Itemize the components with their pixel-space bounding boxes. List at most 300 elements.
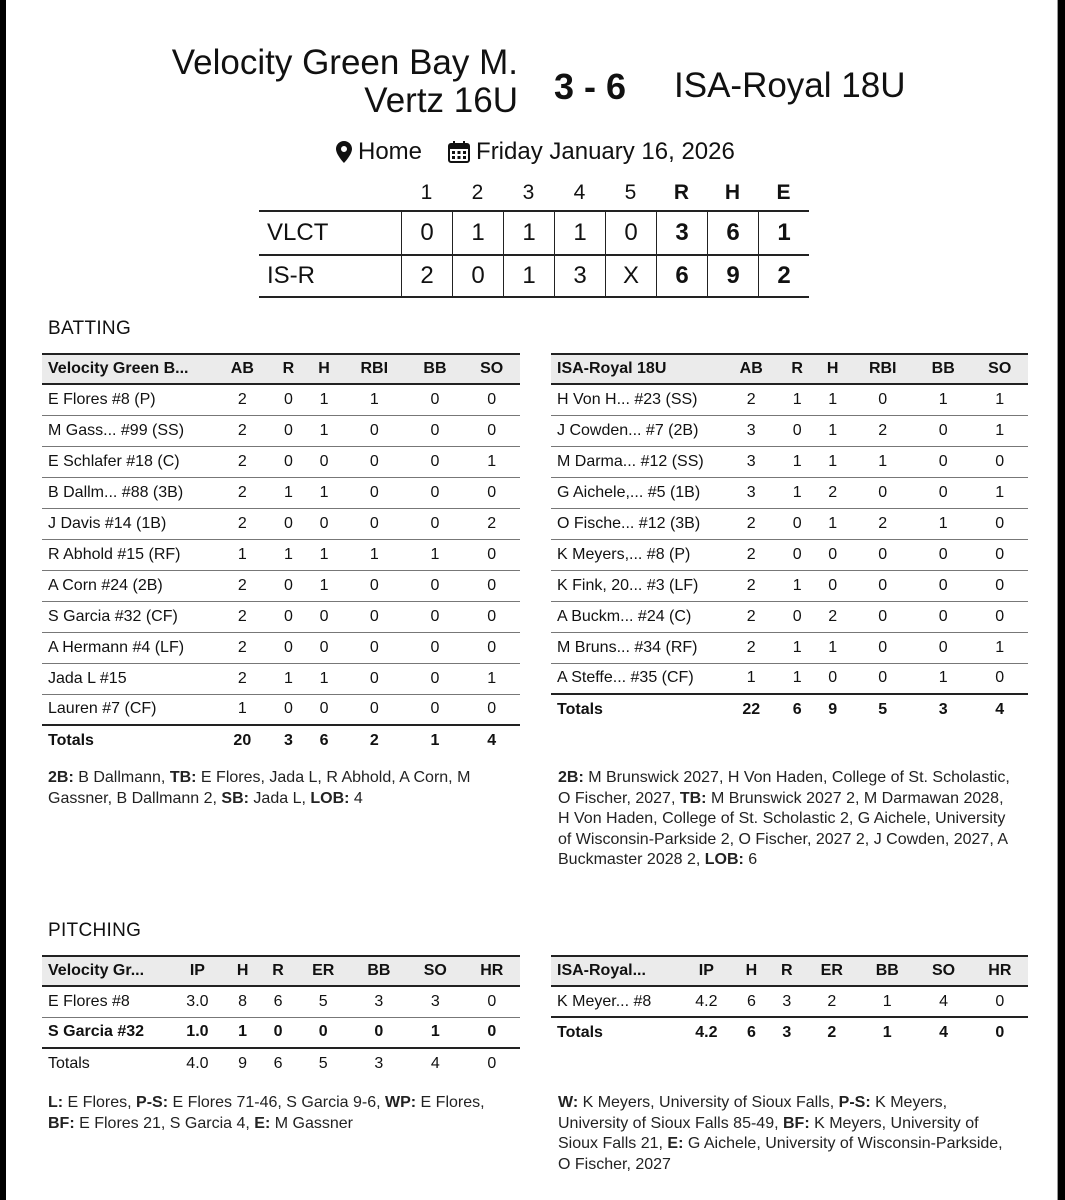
table-cell: 2: [850, 508, 915, 539]
table-cell: 1: [815, 446, 851, 477]
table-cell: 0: [464, 986, 520, 1017]
table-cell: J Cowden... #7 (2B): [551, 415, 723, 446]
note-text: M Gassner: [270, 1114, 353, 1132]
linescore-cell: X: [605, 256, 656, 296]
table-cell: 2: [463, 508, 520, 539]
note-text: K Meyers, University of Sioux Falls 21,: [558, 1114, 979, 1152]
table-cell: 1: [971, 384, 1028, 415]
note-label: LOB:: [310, 789, 350, 807]
linescore-cell: 6: [656, 256, 707, 296]
table-cell: 0: [342, 415, 407, 446]
table-cell: 1: [915, 508, 971, 539]
table-cell: 0: [306, 508, 342, 539]
table-row: [551, 570, 1028, 601]
table-cell: 0: [971, 539, 1028, 570]
table-header-cell: Velocity Gr...: [42, 956, 170, 986]
table-cell: 1: [463, 663, 520, 694]
table-header-cell: H: [306, 354, 342, 384]
table-cell: E Flores #8 (P): [42, 384, 214, 415]
table-cell: 2: [214, 477, 271, 508]
table-cell: 6: [734, 986, 769, 1017]
totals-cell: 0: [972, 1017, 1028, 1048]
table-cell: 0: [407, 694, 464, 725]
table-header-cell: SO: [463, 354, 520, 384]
note-label: TB:: [679, 789, 707, 807]
totals-cell: 4: [407, 1048, 463, 1079]
table-header-cell: ISA-Royal...: [551, 956, 679, 986]
table-cell: 2: [214, 415, 271, 446]
linescore-header-cell: 5: [624, 181, 637, 204]
table-cell: 0: [779, 601, 815, 632]
table-header-cell: R: [260, 956, 295, 986]
calendar-icon: [448, 141, 470, 163]
linescore: [259, 176, 809, 298]
table-row: [551, 415, 1028, 446]
table-cell: 0: [306, 446, 342, 477]
linescore-cell: 1: [758, 212, 809, 254]
table-cell: 0: [342, 632, 407, 663]
table-header-cell: R: [271, 354, 307, 384]
table-cell: 3: [723, 446, 779, 477]
table-cell: 1: [915, 384, 971, 415]
table-cell: 3: [769, 986, 804, 1017]
table-cell: K Fink, 20... #3 (LF): [551, 570, 723, 601]
table-header-row: [42, 956, 520, 986]
table-cell: 2: [214, 663, 271, 694]
totals-cell: 1: [407, 725, 464, 756]
table-cell: A Steffe... #35 (CF): [551, 663, 723, 694]
table-row: [42, 570, 520, 601]
note-label: E:: [667, 1135, 684, 1152]
table-cell: 1: [850, 446, 915, 477]
table-header-cell: BB: [915, 354, 971, 384]
linescore-cell: 0: [401, 212, 452, 254]
linescore-cell: 1: [503, 256, 554, 296]
table-cell: 1: [306, 415, 342, 446]
home-team-name: [172, 44, 518, 120]
totals-cell: Totals: [551, 1017, 679, 1048]
table-cell: 0: [271, 632, 307, 663]
table-header-cell: ER: [296, 956, 351, 986]
table-cell: 0: [463, 415, 520, 446]
table-cell: 0: [463, 632, 520, 663]
table-cell: 1: [271, 477, 307, 508]
note-label: 2B:: [48, 769, 74, 786]
table-row: [551, 632, 1028, 663]
table-header-cell: IP: [170, 956, 225, 986]
table-cell: 0: [971, 508, 1028, 539]
table-cell: O Fische... #12 (3B): [551, 508, 723, 539]
batting-notes-away: [558, 768, 1013, 871]
table-cell: 2: [723, 570, 779, 601]
table-header-cell: H: [734, 956, 769, 986]
table-header-cell: AB: [214, 354, 271, 384]
table-cell: 0: [342, 508, 407, 539]
table-cell: E Flores #8: [42, 986, 170, 1017]
table-cell: M Gass... #99 (SS): [42, 415, 214, 446]
table-header-cell: HR: [972, 956, 1028, 986]
linescore-header-cell: R: [673, 181, 690, 204]
totals-cell: 5: [850, 694, 915, 725]
table-cell: 2: [723, 601, 779, 632]
table-header-cell: BB: [407, 354, 464, 384]
table-cell: 3.0: [170, 986, 225, 1017]
table-cell: 0: [463, 570, 520, 601]
linescore-header-cell: 4: [573, 181, 586, 204]
table-cell: 1: [342, 384, 407, 415]
table-cell: 0: [915, 477, 971, 508]
note-label: L:: [48, 1094, 64, 1111]
table-cell: 1: [407, 539, 464, 570]
note-text: E Flores 71-46, S Garcia 9-6,: [168, 1094, 385, 1111]
linescore-row: [259, 210, 809, 254]
table-header-cell: ISA-Royal 18U: [551, 354, 723, 384]
linescore-team: VLCT: [267, 219, 329, 246]
table-cell: 1: [225, 1017, 260, 1048]
table-cell: 1: [815, 384, 851, 415]
table-header-cell: AB: [723, 354, 779, 384]
table-cell: S Garcia #32: [42, 1017, 170, 1048]
table-cell: K Meyers,... #8 (P): [551, 539, 723, 570]
table-row: [42, 986, 520, 1017]
note-text: G Aichele, University of Wisconsin-Parkside, O Fischer, 2027: [558, 1135, 1003, 1173]
table-cell: 1: [306, 663, 342, 694]
table-header-cell: R: [779, 354, 815, 384]
final-score: 3 - 6: [554, 66, 627, 107]
table-cell: 1: [407, 1017, 463, 1048]
table-row: [551, 986, 1028, 1017]
totals-cell: 2: [804, 1017, 859, 1048]
table-cell: 0: [779, 415, 815, 446]
game-date: Friday January 16, 2026: [476, 138, 735, 165]
table-cell: 0: [351, 1017, 407, 1048]
note-label: BF:: [48, 1114, 75, 1132]
pitching-notes-away: [558, 1093, 1018, 1175]
table-cell: 0: [342, 477, 407, 508]
pitching-table-away: [551, 955, 1028, 1048]
table-cell: 1: [463, 446, 520, 477]
table-cell: 0: [850, 601, 915, 632]
table-cell: 0: [463, 694, 520, 725]
table-cell: A Buckm... #24 (C): [551, 601, 723, 632]
table-cell: 0: [407, 477, 464, 508]
linescore-cell: 1: [554, 212, 605, 254]
note-label: P-S:: [838, 1094, 871, 1111]
table-cell: 3: [723, 415, 779, 446]
linescore-cell: 3: [656, 212, 707, 254]
table-cell: 2: [214, 632, 271, 663]
table-header-cell: H: [815, 354, 851, 384]
table-cell: K Meyer... #8: [551, 986, 679, 1017]
table-header-row: [42, 354, 520, 384]
totals-cell: 6: [260, 1048, 295, 1079]
table-cell: R Abhold #15 (RF): [42, 539, 214, 570]
table-cell: 0: [850, 477, 915, 508]
totals-cell: Totals: [42, 725, 214, 756]
table-cell: 0: [915, 601, 971, 632]
table-row: [42, 477, 520, 508]
totals-cell: 3: [915, 694, 971, 725]
table-cell: 0: [915, 446, 971, 477]
linescore-cell: 3: [554, 256, 605, 296]
linescore-header: [259, 176, 809, 210]
note-label: W:: [558, 1094, 579, 1111]
table-cell: 0: [971, 570, 1028, 601]
table-cell: 2: [815, 601, 851, 632]
totals-row: [42, 725, 520, 756]
note-label: BF:: [782, 1114, 810, 1132]
home-team-line-2: Vertz 16U: [364, 81, 518, 120]
table-cell: 0: [915, 539, 971, 570]
table-cell: 1: [342, 539, 407, 570]
batting-notes-home: [48, 768, 518, 809]
table-cell: 0: [342, 694, 407, 725]
table-cell: 0: [271, 694, 307, 725]
totals-cell: 0: [464, 1048, 520, 1079]
table-row: [42, 539, 520, 570]
table-cell: 1: [815, 508, 851, 539]
totals-cell: 6: [306, 725, 342, 756]
table-cell: 0: [407, 415, 464, 446]
table-cell: 2: [723, 384, 779, 415]
table-cell: 1: [971, 477, 1028, 508]
table-cell: 0: [815, 539, 851, 570]
pitching-section-title: PITCHING: [48, 920, 142, 941]
table-header-cell: SO: [971, 354, 1028, 384]
table-row: [551, 446, 1028, 477]
table-cell: 0: [407, 632, 464, 663]
linescore-cell: 2: [401, 256, 452, 296]
table-cell: 0: [342, 663, 407, 694]
totals-row: [551, 694, 1028, 725]
table-cell: 1: [779, 570, 815, 601]
table-cell: 0: [407, 508, 464, 539]
table-cell: 0: [463, 477, 520, 508]
table-cell: 0: [296, 1017, 351, 1048]
table-cell: 3: [407, 986, 463, 1017]
totals-cell: Totals: [551, 694, 723, 725]
table-cell: 0: [915, 570, 971, 601]
table-cell: 0: [407, 446, 464, 477]
table-cell: 1: [815, 415, 851, 446]
table-cell: 1: [214, 539, 271, 570]
totals-cell: 6: [779, 694, 815, 725]
table-row: [42, 601, 520, 632]
totals-cell: 4: [915, 1017, 971, 1048]
table-cell: 0: [815, 663, 851, 694]
totals-cell: 9: [815, 694, 851, 725]
note-label: SB:: [221, 789, 249, 807]
note-text: Jada L,: [248, 789, 311, 807]
totals-cell: Totals: [42, 1048, 170, 1079]
table-header-cell: RBI: [342, 354, 407, 384]
table-row: [42, 446, 520, 477]
note-text: M Brunswick 2027 2, M Darmawan 2028, H Von Haden, College of St. Scholastic 2, G Aichele, University of Wisconsin-Parkside 2, O Fischer, 2027 2, J Cowden, 2027, A Buckmaster 2028 2,: [558, 789, 1008, 868]
table-cell: 1: [815, 632, 851, 663]
table-cell: S Garcia #32 (CF): [42, 601, 214, 632]
table-cell: 2: [214, 601, 271, 632]
table-header-cell: SO: [915, 956, 971, 986]
table-cell: 0: [407, 663, 464, 694]
table-cell: 1: [915, 663, 971, 694]
note-label: LOB:: [704, 851, 744, 868]
table-cell: 0: [971, 601, 1028, 632]
table-cell: 0: [407, 601, 464, 632]
table-cell: A Hermann #4 (LF): [42, 632, 214, 663]
table-cell: 0: [850, 384, 915, 415]
linescore-cell: 9: [707, 256, 758, 296]
note-label: 2B:: [558, 769, 584, 786]
table-cell: 1.0: [170, 1017, 225, 1048]
table-cell: 0: [407, 570, 464, 601]
table-header-row: [551, 956, 1028, 986]
table-cell: Lauren #7 (CF): [42, 694, 214, 725]
table-cell: 2: [850, 415, 915, 446]
table-cell: 1: [271, 663, 307, 694]
totals-cell: 22: [723, 694, 779, 725]
note-label: TB:: [169, 769, 197, 786]
linescore-header-cell: 2: [471, 181, 484, 204]
totals-cell: 4.2: [679, 1017, 734, 1048]
table-cell: 1: [779, 384, 815, 415]
table-cell: 1: [271, 539, 307, 570]
table-cell: 0: [915, 415, 971, 446]
table-cell: 1: [306, 539, 342, 570]
totals-cell: 4: [971, 694, 1028, 725]
table-cell: 1: [859, 986, 915, 1017]
batting-section-title: BATTING: [48, 318, 132, 339]
table-cell: 0: [850, 632, 915, 663]
table-cell: 0: [779, 508, 815, 539]
home-team-line-1: Velocity Green Bay M.: [171, 43, 518, 82]
table-cell: 0: [306, 694, 342, 725]
table-cell: 0: [271, 446, 307, 477]
note-text: K Meyers, University of Sioux Falls,: [578, 1094, 839, 1111]
linescore-cell: 1: [503, 212, 554, 254]
table-cell: 0: [271, 415, 307, 446]
table-cell: 0: [306, 632, 342, 663]
totals-cell: 1: [859, 1017, 915, 1048]
note-text: 6: [743, 851, 758, 868]
note-text: B Dallmann,: [73, 769, 170, 786]
note-label: P-S:: [136, 1094, 169, 1111]
table-cell: 0: [306, 601, 342, 632]
table-cell: M Bruns... #34 (RF): [551, 632, 723, 663]
table-cell: 1: [306, 477, 342, 508]
table-cell: 2: [815, 477, 851, 508]
linescore-header-cell: H: [724, 181, 741, 204]
table-cell: 1: [306, 570, 342, 601]
linescore-cell: 2: [758, 256, 809, 296]
linescore-cell: 6: [707, 212, 758, 254]
table-cell: 2: [214, 446, 271, 477]
table-cell: 0: [971, 663, 1028, 694]
totals-cell: 4: [463, 725, 520, 756]
table-header-cell: RBI: [850, 354, 915, 384]
table-cell: 0: [850, 663, 915, 694]
table-cell: M Darma... #12 (SS): [551, 446, 723, 477]
table-cell: J Davis #14 (1B): [42, 508, 214, 539]
table-header-cell: R: [769, 956, 804, 986]
table-cell: 1: [214, 694, 271, 725]
linescore-header-cell: 3: [522, 181, 535, 204]
table-header-cell: Velocity Green B...: [42, 354, 214, 384]
table-cell: 2: [214, 570, 271, 601]
table-header-cell: ER: [804, 956, 859, 986]
totals-cell: 5: [296, 1048, 351, 1079]
table-cell: 0: [850, 570, 915, 601]
table-header-row: [551, 354, 1028, 384]
table-header-cell: BB: [351, 956, 407, 986]
box-score-page: [6, 0, 1058, 1200]
table-header-cell: HR: [464, 956, 520, 986]
page-edge: [1057, 0, 1058, 1200]
table-cell: H Von H... #23 (SS): [551, 384, 723, 415]
table-cell: A Corn #24 (2B): [42, 570, 214, 601]
table-row: [42, 415, 520, 446]
linescore-header-cell: E: [776, 181, 791, 204]
totals-cell: 20: [214, 725, 271, 756]
batting-table-away: [551, 353, 1028, 725]
table-cell: 4: [915, 986, 971, 1017]
table-cell: 0: [271, 601, 307, 632]
batting-table-home: [42, 353, 520, 756]
table-cell: 8: [225, 986, 260, 1017]
table-row: [551, 508, 1028, 539]
pitching-notes-home: [48, 1093, 508, 1134]
linescore-cell: 0: [452, 256, 503, 296]
table-row: [551, 663, 1028, 694]
location-pin-icon: [336, 141, 352, 163]
table-header-cell: BB: [859, 956, 915, 986]
table-cell: 4.2: [679, 986, 734, 1017]
table-cell: 0: [342, 446, 407, 477]
table-cell: 1: [779, 446, 815, 477]
totals-cell: 3: [271, 725, 307, 756]
table-cell: 2: [723, 632, 779, 663]
table-cell: 1: [779, 663, 815, 694]
table-cell: B Dallm... #88 (3B): [42, 477, 214, 508]
note-text: E Flores, Jada L, R Abhold, A Corn, M Gassner, B Dallmann 2,: [48, 769, 471, 807]
table-cell: 0: [271, 508, 307, 539]
note-text: E Flores,: [416, 1094, 485, 1111]
totals-cell: 2: [342, 725, 407, 756]
table-cell: 2: [723, 508, 779, 539]
note-text: M Brunswick 2027, H Von Haden, College of St. Scholastic, O Fischer, 2027,: [558, 769, 1010, 807]
table-row: [551, 601, 1028, 632]
linescore-cell: 1: [452, 212, 503, 254]
totals-cell: 6: [734, 1017, 769, 1048]
note-text: E Flores,: [63, 1094, 137, 1111]
table-cell: 0: [271, 384, 307, 415]
table-cell: 0: [971, 446, 1028, 477]
table-cell: 1: [971, 415, 1028, 446]
table-cell: 2: [214, 384, 271, 415]
table-cell: 1: [971, 632, 1028, 663]
table-cell: 5: [296, 986, 351, 1017]
game-meta: [336, 138, 735, 166]
table-cell: Jada L #15: [42, 663, 214, 694]
table-cell: 0: [271, 570, 307, 601]
table-header-cell: IP: [679, 956, 734, 986]
totals-cell: 4.0: [170, 1048, 225, 1079]
game-location: Home: [358, 138, 423, 165]
table-cell: 1: [779, 632, 815, 663]
linescore-team: IS-R: [267, 262, 315, 289]
table-cell: 0: [972, 986, 1028, 1017]
table-cell: 1: [779, 477, 815, 508]
pitching-table-home: [42, 955, 520, 1079]
